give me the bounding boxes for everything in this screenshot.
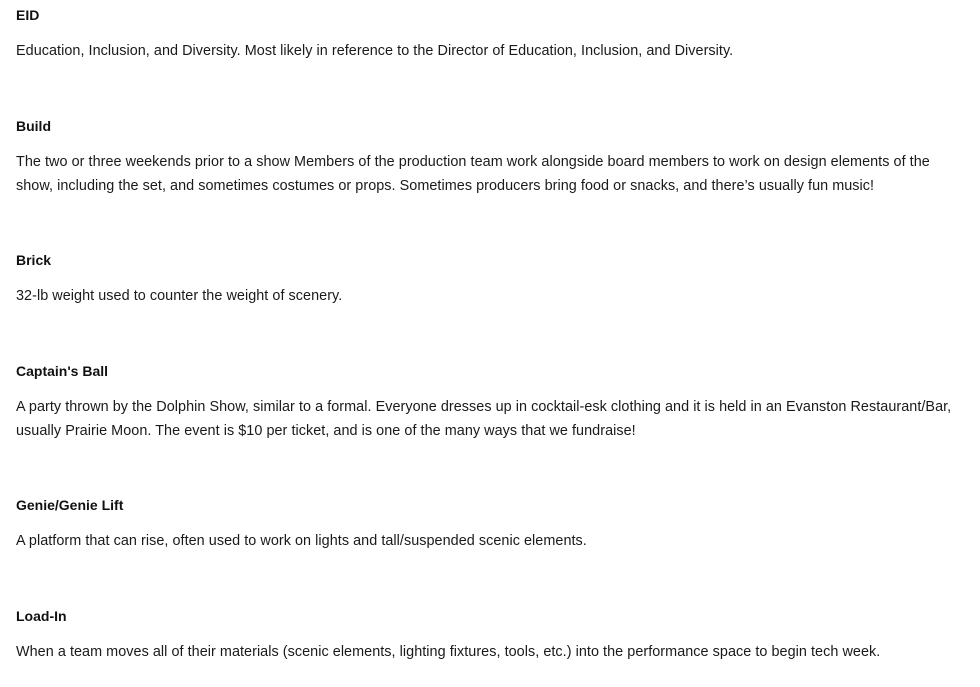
term-definition: A platform that can rise, often used to work on lights and tall/suspended scenic elements. (16, 533, 587, 549)
term-definition: The two or three weekends prior to a show Members of the production team work alongside board members to work on design elements of the show, including the set, and sometimes costumes or props. Sometimes producers bring food or snacks, and there’s usually fun music! (16, 154, 930, 194)
term-heading: Brick (16, 252, 52, 268)
term-heading: Captain's Ball (16, 363, 109, 379)
glossary-entry-build (16, 117, 956, 198)
term-heading: Load-In (16, 608, 67, 624)
glossary-entry-eid (16, 6, 956, 63)
term-definition: When a team moves all of their materials (scenic elements, lighting fixtures, tools, etc.) into the performance space to begin tech week. (16, 644, 881, 660)
term-heading: Genie/Genie Lift (16, 497, 124, 513)
term-heading: EID (16, 7, 40, 23)
term-definition: A party thrown by the Dolphin Show, similar to a formal. Everyone dresses up in cocktail-esk clothing and it is held in an Evanston Restaurant/Bar, usually Prairie Moon. The event is $10 per ticket, and is one of the many ways that we fundraise! (16, 399, 952, 439)
glossary-entry-captains-ball (16, 362, 956, 443)
term-definition: Education, Inclusion, and Diversity. Most likely in reference to the Director of Education, Inclusion, and Diversity. (16, 43, 734, 59)
glossary-entry-load-in (16, 607, 956, 664)
term-heading: Build (16, 118, 51, 134)
term-definition: 32-lb weight used to counter the weight of scenery. (16, 288, 343, 304)
glossary-entry-genie-lift (16, 496, 956, 553)
glossary-entry-brick (16, 251, 956, 308)
